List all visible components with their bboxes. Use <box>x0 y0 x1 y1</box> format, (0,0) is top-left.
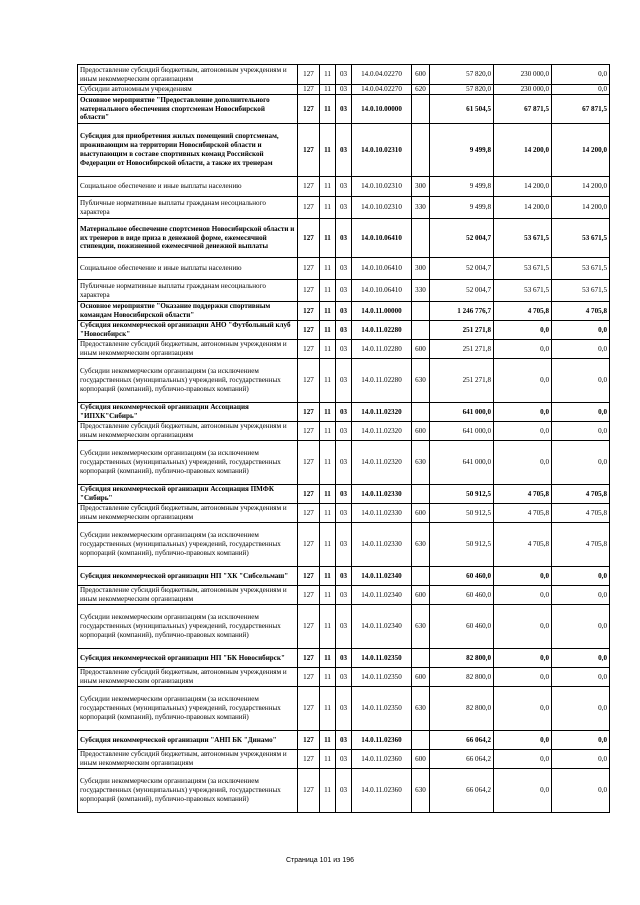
cell-subsection: 03 <box>336 340 352 359</box>
table-body <box>78 65 610 813</box>
cell-section: 11 <box>320 504 336 523</box>
cell-amount-year-1: 251 271,8 <box>430 340 494 359</box>
cell-subsection: 03 <box>336 95 352 124</box>
table-row <box>78 177 610 197</box>
table-row <box>78 95 610 124</box>
cell-amount-year-3: 0,0 <box>552 85 610 95</box>
cell-expense-type: 600 <box>412 422 430 441</box>
cell-grbs: 127 <box>298 750 320 769</box>
cell-section: 11 <box>320 769 336 813</box>
cell-amount-year-1: 50 912,5 <box>430 523 494 567</box>
table-row <box>78 605 610 649</box>
cell-amount-year-1: 251 271,8 <box>430 321 494 340</box>
table-row <box>78 750 610 769</box>
table-row <box>78 668 610 687</box>
cell-grbs: 127 <box>298 586 320 605</box>
cell-name: Субсидии некоммерческим организациям (за исключением государственных (муниципальных) учреждений, государственных корпораций (компаний), публично-правовых компаний) <box>78 687 298 731</box>
cell-target-article: 14.0.11.02330 <box>352 485 412 504</box>
cell-amount-year-3: 53 671,5 <box>552 258 610 280</box>
cell-subsection: 03 <box>336 280 352 302</box>
cell-expense-type: 630 <box>412 687 430 731</box>
cell-section: 11 <box>320 85 336 95</box>
cell-section: 11 <box>320 523 336 567</box>
cell-amount-year-3: 4 705,8 <box>552 523 610 567</box>
cell-expense-type <box>412 403 430 422</box>
cell-grbs: 127 <box>298 523 320 567</box>
cell-amount-year-2: 4 705,8 <box>494 485 552 504</box>
cell-section: 11 <box>320 750 336 769</box>
table-row <box>78 321 610 340</box>
table-row <box>78 769 610 813</box>
cell-name: Социальное обеспечение и иные выплаты населению <box>78 258 298 280</box>
cell-grbs: 127 <box>298 197 320 219</box>
cell-subsection: 03 <box>336 403 352 422</box>
cell-amount-year-1: 9 499,8 <box>430 177 494 197</box>
cell-amount-year-3: 0,0 <box>552 668 610 687</box>
cell-target-article: 14.0.10.06410 <box>352 219 412 258</box>
cell-amount-year-3: 0,0 <box>552 359 610 403</box>
cell-amount-year-3: 4 705,8 <box>552 302 610 321</box>
table-row <box>78 523 610 567</box>
cell-target-article: 14.0.10.00000 <box>352 95 412 124</box>
cell-subsection: 03 <box>336 769 352 813</box>
cell-amount-year-1: 66 064,2 <box>430 750 494 769</box>
cell-section: 11 <box>320 302 336 321</box>
cell-target-article: 14.0.11.02330 <box>352 504 412 523</box>
cell-name: Предоставление субсидий бюджетным, автономным учреждениям и иным некоммерческим организациям <box>78 340 298 359</box>
cell-grbs: 127 <box>298 731 320 750</box>
cell-amount-year-3: 4 705,8 <box>552 504 610 523</box>
cell-amount-year-1: 641 000,0 <box>430 422 494 441</box>
table-row <box>78 586 610 605</box>
cell-target-article: 14.0.11.02320 <box>352 441 412 485</box>
cell-section: 11 <box>320 177 336 197</box>
table-row <box>78 85 610 95</box>
cell-amount-year-1: 641 000,0 <box>430 403 494 422</box>
cell-name: Предоставление субсидий бюджетным, автономным учреждениям и иным некоммерческим организациям <box>78 668 298 687</box>
cell-amount-year-1: 82 800,0 <box>430 649 494 668</box>
table-row <box>78 340 610 359</box>
cell-amount-year-3: 0,0 <box>552 321 610 340</box>
cell-expense-type <box>412 731 430 750</box>
cell-amount-year-3: 67 871,5 <box>552 95 610 124</box>
table-row <box>78 687 610 731</box>
cell-grbs: 127 <box>298 485 320 504</box>
table-row <box>78 403 610 422</box>
cell-target-article: 14.0.11.02360 <box>352 769 412 813</box>
cell-section: 11 <box>320 359 336 403</box>
cell-amount-year-1: 251 271,8 <box>430 359 494 403</box>
cell-amount-year-1: 50 912,5 <box>430 485 494 504</box>
cell-amount-year-3: 0,0 <box>552 649 610 668</box>
cell-section: 11 <box>320 258 336 280</box>
table-row <box>78 731 610 750</box>
cell-name: Предоставление субсидий бюджетным, автономным учреждениям и иным некоммерческим организациям <box>78 586 298 605</box>
cell-grbs: 127 <box>298 65 320 85</box>
cell-amount-year-2: 14 200,0 <box>494 197 552 219</box>
cell-subsection: 03 <box>336 321 352 340</box>
cell-section: 11 <box>320 731 336 750</box>
cell-target-article: 14.0.11.02330 <box>352 523 412 567</box>
cell-expense-type: 300 <box>412 258 430 280</box>
cell-name: Субсидия некоммерческой организации "АНП БК "Динамо" <box>78 731 298 750</box>
cell-subsection: 03 <box>336 687 352 731</box>
cell-grbs: 127 <box>298 258 320 280</box>
cell-name: Субсидия некоммерческой организации Ассоциация ПМФК "Сибирь" <box>78 485 298 504</box>
cell-amount-year-2: 0,0 <box>494 359 552 403</box>
cell-amount-year-2: 53 671,5 <box>494 219 552 258</box>
cell-target-article: 14.0.10.02310 <box>352 197 412 219</box>
cell-grbs: 127 <box>298 504 320 523</box>
cell-amount-year-2: 53 671,5 <box>494 258 552 280</box>
cell-amount-year-2: 230 000,0 <box>494 85 552 95</box>
cell-name: Публичные нормативные выплаты гражданам несоциального характера <box>78 280 298 302</box>
cell-name: Предоставление субсидий бюджетным, автономным учреждениям и иным некоммерческим организациям <box>78 750 298 769</box>
cell-expense-type: 600 <box>412 750 430 769</box>
cell-subsection: 03 <box>336 177 352 197</box>
cell-amount-year-3: 14 200,0 <box>552 177 610 197</box>
table-row <box>78 219 610 258</box>
cell-name: Субсидия некоммерческой организации НП "БК Новосибирск" <box>78 649 298 668</box>
cell-name: Материальное обеспечение спортсменов Новосибирской области и их тренеров в виде приза в денежной форме, ежемесячной стипендии, пожизненной ежемесячной денежной выплаты <box>78 219 298 258</box>
cell-name: Предоставление субсидий бюджетным, автономным учреждениям и иным некоммерческим организациям <box>78 65 298 85</box>
cell-target-article: 14.0.11.02350 <box>352 668 412 687</box>
table-row <box>78 124 610 177</box>
cell-amount-year-3: 0,0 <box>552 340 610 359</box>
table-row <box>78 441 610 485</box>
table-row <box>78 567 610 586</box>
cell-target-article: 14.0.10.06410 <box>352 258 412 280</box>
cell-grbs: 127 <box>298 359 320 403</box>
cell-amount-year-3: 0,0 <box>552 441 610 485</box>
cell-amount-year-3: 0,0 <box>552 731 610 750</box>
cell-amount-year-2: 14 200,0 <box>494 177 552 197</box>
cell-amount-year-3: 0,0 <box>552 65 610 85</box>
cell-amount-year-3: 0,0 <box>552 769 610 813</box>
cell-amount-year-3: 14 200,0 <box>552 197 610 219</box>
cell-amount-year-1: 60 460,0 <box>430 605 494 649</box>
cell-amount-year-1: 9 499,8 <box>430 197 494 219</box>
cell-target-article: 14.0.11.02360 <box>352 750 412 769</box>
table-row <box>78 422 610 441</box>
cell-section: 11 <box>320 321 336 340</box>
cell-target-article: 14.0.11.02360 <box>352 731 412 750</box>
cell-amount-year-2: 0,0 <box>494 731 552 750</box>
cell-amount-year-2: 0,0 <box>494 769 552 813</box>
cell-amount-year-1: 66 064,2 <box>430 731 494 750</box>
cell-amount-year-1: 52 004,7 <box>430 280 494 302</box>
cell-expense-type <box>412 485 430 504</box>
cell-section: 11 <box>320 649 336 668</box>
cell-amount-year-1: 52 004,7 <box>430 219 494 258</box>
cell-expense-type: 630 <box>412 769 430 813</box>
cell-target-article: 14.0.10.02310 <box>352 124 412 177</box>
cell-target-article: 14.0.11.02350 <box>352 687 412 731</box>
cell-amount-year-2: 0,0 <box>494 750 552 769</box>
cell-subsection: 03 <box>336 85 352 95</box>
cell-target-article: 14.0.11.02340 <box>352 567 412 586</box>
cell-section: 11 <box>320 422 336 441</box>
cell-section: 11 <box>320 403 336 422</box>
table-row <box>78 649 610 668</box>
cell-section: 11 <box>320 605 336 649</box>
cell-target-article: 14.0.11.02280 <box>352 359 412 403</box>
table-row <box>78 485 610 504</box>
cell-section: 11 <box>320 687 336 731</box>
cell-expense-type: 600 <box>412 668 430 687</box>
cell-subsection: 03 <box>336 124 352 177</box>
cell-amount-year-2: 67 871,5 <box>494 95 552 124</box>
cell-amount-year-2: 0,0 <box>494 605 552 649</box>
cell-expense-type <box>412 95 430 124</box>
cell-grbs: 127 <box>298 95 320 124</box>
cell-amount-year-1: 9 499,8 <box>430 124 494 177</box>
cell-subsection: 03 <box>336 197 352 219</box>
cell-amount-year-1: 60 460,0 <box>430 586 494 605</box>
cell-subsection: 03 <box>336 302 352 321</box>
cell-grbs: 127 <box>298 687 320 731</box>
cell-amount-year-2: 53 671,5 <box>494 280 552 302</box>
cell-name: Субсидия для приобретения жилых помещений спортсменам, проживающим на территории Новосибирской области и выступающим в составе спортивных команд Российской Федерации от Новосибирской области, а также их тренерам <box>78 124 298 177</box>
cell-subsection: 03 <box>336 359 352 403</box>
cell-grbs: 127 <box>298 302 320 321</box>
cell-name: Субсидии некоммерческим организациям (за исключением государственных (муниципальных) учреждений, государственных корпораций (компаний), публично-правовых компаний) <box>78 523 298 567</box>
cell-amount-year-2: 0,0 <box>494 422 552 441</box>
cell-amount-year-2: 230 000,0 <box>494 65 552 85</box>
cell-grbs: 127 <box>298 85 320 95</box>
cell-amount-year-2: 0,0 <box>494 340 552 359</box>
cell-amount-year-3: 0,0 <box>552 687 610 731</box>
cell-expense-type <box>412 219 430 258</box>
cell-subsection: 03 <box>336 523 352 567</box>
cell-amount-year-1: 66 064,2 <box>430 769 494 813</box>
cell-amount-year-1: 641 000,0 <box>430 441 494 485</box>
cell-section: 11 <box>320 280 336 302</box>
cell-section: 11 <box>320 197 336 219</box>
cell-section: 11 <box>320 441 336 485</box>
cell-amount-year-1: 57 820,0 <box>430 85 494 95</box>
cell-expense-type: 330 <box>412 197 430 219</box>
cell-amount-year-1: 60 460,0 <box>430 567 494 586</box>
cell-section: 11 <box>320 567 336 586</box>
cell-grbs: 127 <box>298 124 320 177</box>
cell-name: Субсидия некоммерческой организации Ассоциация "ИПХК"Сибирь" <box>78 403 298 422</box>
cell-amount-year-1: 82 800,0 <box>430 687 494 731</box>
cell-name: Субсидии некоммерческим организациям (за исключением государственных (муниципальных) учреждений, государственных корпораций (компаний), публично-правовых компаний) <box>78 441 298 485</box>
cell-amount-year-3: 53 671,5 <box>552 219 610 258</box>
table-row <box>78 302 610 321</box>
cell-subsection: 03 <box>336 731 352 750</box>
page-number: Страница 101 из 196 <box>285 857 355 864</box>
cell-expense-type <box>412 124 430 177</box>
cell-subsection: 03 <box>336 485 352 504</box>
cell-expense-type <box>412 649 430 668</box>
cell-section: 11 <box>320 219 336 258</box>
cell-grbs: 127 <box>298 403 320 422</box>
cell-amount-year-2: 4 705,8 <box>494 523 552 567</box>
cell-subsection: 03 <box>336 504 352 523</box>
cell-amount-year-2: 0,0 <box>494 668 552 687</box>
cell-amount-year-2: 0,0 <box>494 586 552 605</box>
cell-grbs: 127 <box>298 177 320 197</box>
cell-section: 11 <box>320 668 336 687</box>
cell-grbs: 127 <box>298 321 320 340</box>
cell-name: Основное мероприятие "Оказание поддержки спортивным командам Новосибирской области" <box>78 302 298 321</box>
cell-amount-year-2: 14 200,0 <box>494 124 552 177</box>
cell-subsection: 03 <box>336 65 352 85</box>
cell-expense-type: 600 <box>412 65 430 85</box>
cell-section: 11 <box>320 485 336 504</box>
cell-target-article: 14.0.10.02310 <box>352 177 412 197</box>
cell-grbs: 127 <box>298 567 320 586</box>
cell-amount-year-1: 1 246 776,7 <box>430 302 494 321</box>
cell-subsection: 03 <box>336 258 352 280</box>
cell-amount-year-2: 0,0 <box>494 649 552 668</box>
cell-amount-year-2: 0,0 <box>494 687 552 731</box>
cell-grbs: 127 <box>298 605 320 649</box>
cell-target-article: 14.0.10.06410 <box>352 280 412 302</box>
cell-grbs: 127 <box>298 441 320 485</box>
cell-amount-year-3: 0,0 <box>552 605 610 649</box>
cell-name: Субсидии автономным учреждениям <box>78 85 298 95</box>
cell-subsection: 03 <box>336 441 352 485</box>
cell-subsection: 03 <box>336 422 352 441</box>
cell-name: Социальное обеспечение и иные выплаты населению <box>78 177 298 197</box>
cell-subsection: 03 <box>336 219 352 258</box>
cell-subsection: 03 <box>336 750 352 769</box>
table-row <box>78 65 610 85</box>
cell-grbs: 127 <box>298 668 320 687</box>
cell-name: Субсидии некоммерческим организациям (за исключением государственных (муниципальных) учреждений, государственных корпораций (компаний), публично-правовых компаний) <box>78 605 298 649</box>
cell-amount-year-1: 57 820,0 <box>430 65 494 85</box>
cell-amount-year-1: 52 004,7 <box>430 258 494 280</box>
cell-name: Публичные нормативные выплаты гражданам несоциального характера <box>78 197 298 219</box>
cell-amount-year-3: 0,0 <box>552 586 610 605</box>
cell-amount-year-1: 82 800,0 <box>430 668 494 687</box>
table-row <box>78 258 610 280</box>
cell-amount-year-3: 0,0 <box>552 403 610 422</box>
cell-name: Субсидия некоммерческой организации НП "ХК "Сибсельмаш" <box>78 567 298 586</box>
cell-amount-year-2: 4 705,8 <box>494 302 552 321</box>
cell-section: 11 <box>320 124 336 177</box>
cell-amount-year-3: 53 671,5 <box>552 280 610 302</box>
cell-name: Субсидия некоммерческой организации АНО "Футбольный клуб "Новосибирск" <box>78 321 298 340</box>
cell-amount-year-2: 0,0 <box>494 567 552 586</box>
table-row <box>78 359 610 403</box>
cell-name: Субсидии некоммерческим организациям (за исключением государственных (муниципальных) учреждений, государственных корпораций (компаний), публично-правовых компаний) <box>78 359 298 403</box>
table-row <box>78 197 610 219</box>
cell-amount-year-2: 0,0 <box>494 321 552 340</box>
cell-amount-year-2: 4 705,8 <box>494 504 552 523</box>
cell-expense-type: 600 <box>412 340 430 359</box>
cell-expense-type <box>412 567 430 586</box>
cell-expense-type: 300 <box>412 177 430 197</box>
cell-amount-year-3: 14 200,0 <box>552 124 610 177</box>
cell-section: 11 <box>320 340 336 359</box>
cell-amount-year-2: 0,0 <box>494 441 552 485</box>
cell-amount-year-2: 0,0 <box>494 403 552 422</box>
cell-name: Субсидии некоммерческим организациям (за исключением государственных (муниципальных) учреждений, государственных корпораций (компаний), публично-правовых компаний) <box>78 769 298 813</box>
cell-target-article: 14.0.11.02280 <box>352 340 412 359</box>
table-row <box>78 280 610 302</box>
cell-section: 11 <box>320 65 336 85</box>
cell-amount-year-3: 4 705,8 <box>552 485 610 504</box>
cell-section: 11 <box>320 95 336 124</box>
cell-subsection: 03 <box>336 605 352 649</box>
cell-expense-type: 630 <box>412 359 430 403</box>
cell-amount-year-1: 61 504,5 <box>430 95 494 124</box>
cell-name: Предоставление субсидий бюджетным, автономным учреждениям и иным некоммерческим организациям <box>78 504 298 523</box>
table-row <box>78 504 610 523</box>
cell-expense-type: 630 <box>412 441 430 485</box>
cell-expense-type <box>412 302 430 321</box>
cell-expense-type: 630 <box>412 523 430 567</box>
cell-expense-type: 330 <box>412 280 430 302</box>
cell-target-article: 14.0.11.02340 <box>352 586 412 605</box>
cell-grbs: 127 <box>298 422 320 441</box>
cell-expense-type: 630 <box>412 605 430 649</box>
cell-section: 11 <box>320 586 336 605</box>
cell-expense-type: 600 <box>412 504 430 523</box>
cell-grbs: 127 <box>298 769 320 813</box>
cell-grbs: 127 <box>298 280 320 302</box>
budget-table <box>77 64 610 813</box>
cell-target-article: 14.0.11.02350 <box>352 649 412 668</box>
cell-grbs: 127 <box>298 649 320 668</box>
cell-expense-type: 620 <box>412 85 430 95</box>
cell-target-article: 14.0.11.02340 <box>352 605 412 649</box>
cell-grbs: 127 <box>298 340 320 359</box>
cell-target-article: 14.0.11.02320 <box>352 403 412 422</box>
cell-target-article: 14.0.04.02270 <box>352 85 412 95</box>
cell-amount-year-3: 0,0 <box>552 750 610 769</box>
cell-subsection: 03 <box>336 668 352 687</box>
cell-subsection: 03 <box>336 649 352 668</box>
cell-expense-type: 600 <box>412 586 430 605</box>
cell-subsection: 03 <box>336 586 352 605</box>
cell-name: Основное мероприятие "Предоставление дополнительного материального обеспечения спортсменам Новосибирской области" <box>78 95 298 124</box>
cell-amount-year-1: 50 912,5 <box>430 504 494 523</box>
cell-subsection: 03 <box>336 567 352 586</box>
cell-amount-year-3: 0,0 <box>552 422 610 441</box>
cell-target-article: 14.0.11.02280 <box>352 321 412 340</box>
cell-grbs: 127 <box>298 219 320 258</box>
cell-amount-year-3: 0,0 <box>552 567 610 586</box>
cell-target-article: 14.0.11.02320 <box>352 422 412 441</box>
cell-expense-type <box>412 321 430 340</box>
cell-name: Предоставление субсидий бюджетным, автономным учреждениям и иным некоммерческим организациям <box>78 422 298 441</box>
cell-target-article: 14.0.11.00000 <box>352 302 412 321</box>
cell-target-article: 14.0.04.02270 <box>352 65 412 85</box>
